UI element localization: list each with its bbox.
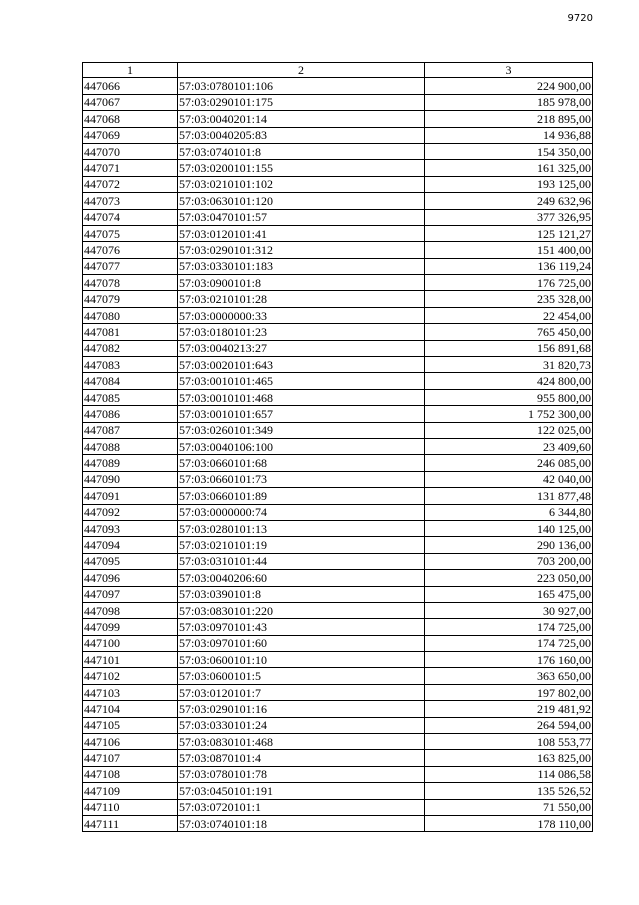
cadastral-number-cell: 57:03:0630101:120 <box>178 193 425 209</box>
record-number-cell: 447080 <box>83 307 178 323</box>
record-number-cell: 447090 <box>83 471 178 487</box>
cadastral-number-cell: 57:03:0010101:657 <box>178 406 425 422</box>
cadastral-number-cell: 57:03:0120101:41 <box>178 225 425 241</box>
cadastral-number-cell: 57:03:0310101:44 <box>178 553 425 569</box>
record-number-cell: 447079 <box>83 291 178 307</box>
record-number-cell: 447109 <box>83 783 178 799</box>
cadastral-number-cell: 57:03:0040201:14 <box>178 111 425 127</box>
column-header-2: 2 <box>178 63 425 78</box>
table-row <box>83 734 593 750</box>
amount-cell: 955 800,00 <box>425 389 593 405</box>
table-row <box>83 324 593 340</box>
record-number-cell: 447095 <box>83 553 178 569</box>
cadastral-number-cell: 57:03:0830101:220 <box>178 602 425 618</box>
cadastral-number-cell: 57:03:0000000:33 <box>178 307 425 323</box>
table-body <box>83 78 593 832</box>
amount-cell: 165 475,00 <box>425 586 593 602</box>
table-row <box>83 258 593 274</box>
cadastral-number-cell: 57:03:0280101:13 <box>178 520 425 536</box>
page-number: 9720 <box>567 13 593 24</box>
amount-cell: 290 136,00 <box>425 537 593 553</box>
cadastral-number-cell: 57:03:0720101:1 <box>178 799 425 815</box>
record-number-cell: 447089 <box>83 455 178 471</box>
table-row <box>83 406 593 422</box>
record-number-cell: 447070 <box>83 143 178 159</box>
cadastral-number-cell: 57:03:0210101:28 <box>178 291 425 307</box>
record-number-cell: 447081 <box>83 324 178 340</box>
record-number-cell: 447085 <box>83 389 178 405</box>
record-number-cell: 447078 <box>83 275 178 291</box>
record-number-cell: 447102 <box>83 668 178 684</box>
table-row <box>83 488 593 504</box>
record-number-cell: 447087 <box>83 422 178 438</box>
record-number-cell: 447074 <box>83 209 178 225</box>
amount-cell: 151 400,00 <box>425 242 593 258</box>
record-number-cell: 447093 <box>83 520 178 536</box>
cadastral-number-cell: 57:03:0780101:106 <box>178 78 425 94</box>
cadastral-number-cell: 57:03:0290101:16 <box>178 701 425 717</box>
cadastral-number-cell: 57:03:0970101:43 <box>178 619 425 635</box>
amount-cell: 122 025,00 <box>425 422 593 438</box>
table-row <box>83 668 593 684</box>
record-number-cell: 447106 <box>83 734 178 750</box>
table-row <box>83 471 593 487</box>
table-row <box>83 422 593 438</box>
amount-cell: 264 594,00 <box>425 717 593 733</box>
table-row <box>83 307 593 323</box>
table-row <box>83 783 593 799</box>
cadastral-number-cell: 57:03:0600101:5 <box>178 668 425 684</box>
amount-cell: 71 550,00 <box>425 799 593 815</box>
record-number-cell: 447088 <box>83 438 178 454</box>
table-row <box>83 652 593 668</box>
amount-cell: 140 125,00 <box>425 520 593 536</box>
record-number-cell: 447077 <box>83 258 178 274</box>
cadastral-number-cell: 57:03:0040106:100 <box>178 438 425 454</box>
amount-cell: 424 800,00 <box>425 373 593 389</box>
cadastral-number-cell: 57:03:0010101:465 <box>178 373 425 389</box>
record-number-cell: 447101 <box>83 652 178 668</box>
record-number-cell: 447067 <box>83 94 178 110</box>
cadastral-number-cell: 57:03:0000000:74 <box>178 504 425 520</box>
table-row <box>83 127 593 143</box>
amount-cell: 31 820,73 <box>425 357 593 373</box>
amount-cell: 30 927,00 <box>425 602 593 618</box>
record-number-cell: 447111 <box>83 815 178 831</box>
header-row <box>83 63 593 78</box>
table-row <box>83 602 593 618</box>
table-row <box>83 619 593 635</box>
record-number-cell: 447099 <box>83 619 178 635</box>
cadastral-number-cell: 57:03:0740101:18 <box>178 815 425 831</box>
amount-cell: 377 326,95 <box>425 209 593 225</box>
record-number-cell: 447076 <box>83 242 178 258</box>
amount-cell: 174 725,00 <box>425 635 593 651</box>
record-number-cell: 447092 <box>83 504 178 520</box>
column-header-1: 1 <box>83 63 178 78</box>
table-row <box>83 701 593 717</box>
table-row <box>83 520 593 536</box>
record-number-cell: 447071 <box>83 160 178 176</box>
amount-cell: 22 454,00 <box>425 307 593 323</box>
table-row <box>83 225 593 241</box>
cadastral-number-cell: 57:03:0330101:183 <box>178 258 425 274</box>
record-number-cell: 447097 <box>83 586 178 602</box>
amount-cell: 185 978,00 <box>425 94 593 110</box>
cadastral-number-cell: 57:03:0260101:349 <box>178 422 425 438</box>
cadastral-number-cell: 57:03:0450101:191 <box>178 783 425 799</box>
amount-cell: 193 125,00 <box>425 176 593 192</box>
amount-cell: 131 877,48 <box>425 488 593 504</box>
record-number-cell: 447096 <box>83 570 178 586</box>
cadastral-number-cell: 57:03:0290101:175 <box>178 94 425 110</box>
cadastral-number-cell: 57:03:0900101:8 <box>178 275 425 291</box>
record-number-cell: 447105 <box>83 717 178 733</box>
amount-cell: 135 526,52 <box>425 783 593 799</box>
table-row <box>83 94 593 110</box>
record-number-cell: 447068 <box>83 111 178 127</box>
cadastral-number-cell: 57:03:0830101:468 <box>178 734 425 750</box>
record-number-cell: 447086 <box>83 406 178 422</box>
amount-cell: 176 725,00 <box>425 275 593 291</box>
amount-cell: 765 450,00 <box>425 324 593 340</box>
record-number-cell: 447083 <box>83 357 178 373</box>
amount-cell: 249 632,96 <box>425 193 593 209</box>
cadastral-number-cell: 57:03:0740101:8 <box>178 143 425 159</box>
cadastral-number-cell: 57:03:0210101:19 <box>178 537 425 553</box>
amount-cell: 156 891,68 <box>425 340 593 356</box>
table-row <box>83 209 593 225</box>
cadastral-number-cell: 57:03:0780101:78 <box>178 766 425 782</box>
table-row <box>83 455 593 471</box>
amount-cell: 161 325,00 <box>425 160 593 176</box>
column-header-3: 3 <box>425 63 593 78</box>
amount-cell: 178 110,00 <box>425 815 593 831</box>
table-row <box>83 553 593 569</box>
amount-cell: 703 200,00 <box>425 553 593 569</box>
cadastral-number-cell: 57:03:0040206:60 <box>178 570 425 586</box>
cadastral-number-cell: 57:03:0660101:89 <box>178 488 425 504</box>
table-row <box>83 193 593 209</box>
amount-cell: 163 825,00 <box>425 750 593 766</box>
table-row <box>83 438 593 454</box>
cadastral-number-cell: 57:03:0210101:102 <box>178 176 425 192</box>
cadastral-number-cell: 57:03:0040205:83 <box>178 127 425 143</box>
record-number-cell: 447110 <box>83 799 178 815</box>
amount-cell: 235 328,00 <box>425 291 593 307</box>
table-row <box>83 537 593 553</box>
amount-cell: 246 085,00 <box>425 455 593 471</box>
amount-cell: 136 119,24 <box>425 258 593 274</box>
amount-cell: 23 409,60 <box>425 438 593 454</box>
record-number-cell: 447084 <box>83 373 178 389</box>
table-row <box>83 275 593 291</box>
amount-cell: 219 481,92 <box>425 701 593 717</box>
record-number-cell: 447069 <box>83 127 178 143</box>
amount-cell: 6 344,80 <box>425 504 593 520</box>
table-row <box>83 111 593 127</box>
cadastral-number-cell: 57:03:0970101:60 <box>178 635 425 651</box>
record-number-cell: 447098 <box>83 602 178 618</box>
amount-cell: 176 160,00 <box>425 652 593 668</box>
cadastral-number-cell: 57:03:0290101:312 <box>178 242 425 258</box>
table-row <box>83 799 593 815</box>
table-row <box>83 635 593 651</box>
table-row <box>83 570 593 586</box>
cadastral-number-cell: 57:03:0180101:23 <box>178 324 425 340</box>
cadastral-number-cell: 57:03:0660101:68 <box>178 455 425 471</box>
record-number-cell: 447073 <box>83 193 178 209</box>
cadastral-number-cell: 57:03:0120101:7 <box>178 684 425 700</box>
table-row <box>83 176 593 192</box>
table-row <box>83 766 593 782</box>
record-number-cell: 447091 <box>83 488 178 504</box>
record-number-cell: 447094 <box>83 537 178 553</box>
cadastral-number-cell: 57:03:0870101:4 <box>178 750 425 766</box>
record-number-cell: 447108 <box>83 766 178 782</box>
amount-cell: 108 553,77 <box>425 734 593 750</box>
record-number-cell: 447104 <box>83 701 178 717</box>
amount-cell: 14 936,88 <box>425 127 593 143</box>
table-row <box>83 815 593 831</box>
table-row <box>83 143 593 159</box>
cadastral-number-cell: 57:03:0040213:27 <box>178 340 425 356</box>
cadastral-number-cell: 57:03:0010101:468 <box>178 389 425 405</box>
table-row <box>83 684 593 700</box>
amount-cell: 125 121,27 <box>425 225 593 241</box>
cadastral-number-cell: 57:03:0020101:643 <box>178 357 425 373</box>
table-row <box>83 340 593 356</box>
record-number-cell: 447082 <box>83 340 178 356</box>
record-number-cell: 447100 <box>83 635 178 651</box>
amount-cell: 218 895,00 <box>425 111 593 127</box>
cadastral-number-cell: 57:03:0470101:57 <box>178 209 425 225</box>
record-number-cell: 447107 <box>83 750 178 766</box>
record-number-cell: 447103 <box>83 684 178 700</box>
table-row <box>83 160 593 176</box>
table-row <box>83 291 593 307</box>
table-row <box>83 389 593 405</box>
register-table <box>82 62 593 832</box>
cadastral-number-cell: 57:03:0390101:8 <box>178 586 425 602</box>
table-row <box>83 750 593 766</box>
table-row <box>83 373 593 389</box>
table-row <box>83 78 593 94</box>
amount-cell: 174 725,00 <box>425 619 593 635</box>
amount-cell: 154 350,00 <box>425 143 593 159</box>
amount-cell: 223 050,00 <box>425 570 593 586</box>
record-number-cell: 447066 <box>83 78 178 94</box>
amount-cell: 363 650,00 <box>425 668 593 684</box>
amount-cell: 197 802,00 <box>425 684 593 700</box>
table-header <box>83 63 593 78</box>
table-row <box>83 586 593 602</box>
amount-cell: 1 752 300,00 <box>425 406 593 422</box>
amount-cell: 224 900,00 <box>425 78 593 94</box>
cadastral-number-cell: 57:03:0660101:73 <box>178 471 425 487</box>
record-number-cell: 447072 <box>83 176 178 192</box>
cadastral-number-cell: 57:03:0330101:24 <box>178 717 425 733</box>
table-row <box>83 504 593 520</box>
amount-cell: 42 040,00 <box>425 471 593 487</box>
amount-cell: 114 086,58 <box>425 766 593 782</box>
table-row <box>83 242 593 258</box>
cadastral-number-cell: 57:03:0200101:155 <box>178 160 425 176</box>
table-row <box>83 717 593 733</box>
cadastral-number-cell: 57:03:0600101:10 <box>178 652 425 668</box>
record-number-cell: 447075 <box>83 225 178 241</box>
table-row <box>83 357 593 373</box>
